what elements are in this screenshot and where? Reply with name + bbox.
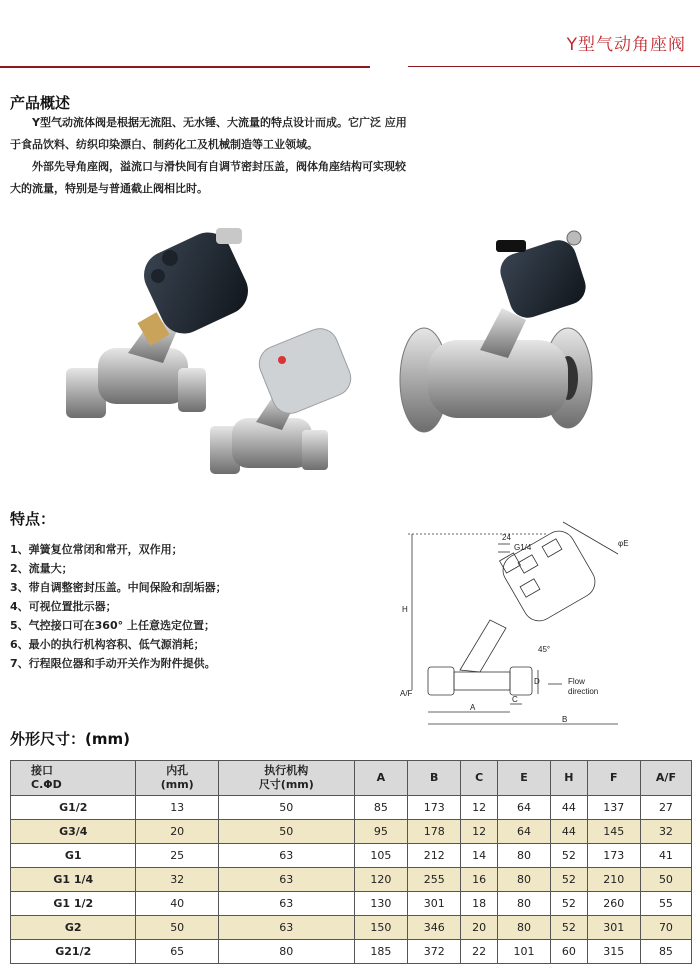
dimensions-table xyxy=(10,760,692,964)
label-e: φE xyxy=(618,539,629,548)
table-cell: G3/4 xyxy=(11,820,136,844)
label-d: D xyxy=(534,677,540,686)
table-cell: 63 xyxy=(218,916,354,940)
overview-paragraph: Y型气动流体阀是根据无流阻、无水锤、大流量的特点设计而成。它广泛 应用于食品饮料、纺织印染漂白、制药化工及机械制造等工业领域。 xyxy=(10,116,407,151)
feature-item: 5、气控接口可在360° 上任意选定位置； xyxy=(10,619,215,632)
table-cell: 13 xyxy=(136,796,218,820)
label-angle: 45° xyxy=(538,645,551,654)
table-cell: 52 xyxy=(551,916,587,940)
table-cell: G1 xyxy=(11,844,136,868)
feature-item: 1、弹簧复位常闭和常开，双作用； xyxy=(10,543,183,556)
feature-item: 6、最小的执行机构容积、低气源消耗； xyxy=(10,638,205,651)
header-rule xyxy=(0,66,370,68)
header-f: F xyxy=(587,761,640,796)
table-cell: 52 xyxy=(551,892,587,916)
table-cell: 20 xyxy=(136,820,218,844)
table-cell: G1/2 xyxy=(11,796,136,820)
table-cell: 63 xyxy=(218,868,354,892)
table-cell: 80 xyxy=(497,892,550,916)
table-cell: G2 xyxy=(11,916,136,940)
label-af: A/F xyxy=(400,689,413,698)
table-cell: 185 xyxy=(354,940,407,964)
table-cell: 301 xyxy=(587,916,640,940)
table-cell: 80 xyxy=(497,844,550,868)
table-cell: 25 xyxy=(136,844,218,868)
table-cell: 315 xyxy=(587,940,640,964)
header-c: C xyxy=(461,761,497,796)
features-list xyxy=(10,540,227,673)
header-port: 接口 C.ΦD xyxy=(11,761,136,796)
table-cell: 32 xyxy=(136,868,218,892)
table-row xyxy=(11,940,692,964)
table-cell: G1 1/4 xyxy=(11,868,136,892)
label-24: 24 xyxy=(502,533,511,542)
table-cell: 52 xyxy=(551,868,587,892)
table-cell: 212 xyxy=(408,844,461,868)
dimensions-heading: 外形尺寸：(mm) xyxy=(10,730,130,748)
label-g14: G1/4 xyxy=(514,543,532,552)
header-a: A xyxy=(354,761,407,796)
overview-paragraph: 外部先导角座阀，溢流口与滑快间有自调节密封压盖，阀体角座结构可实现较大的流量，特别是与普通截止阀相比时。 xyxy=(10,160,406,195)
table-cell: 50 xyxy=(136,916,218,940)
table-cell: 80 xyxy=(497,916,550,940)
table-cell: 44 xyxy=(551,796,587,820)
table-cell: 80 xyxy=(497,868,550,892)
table-cell: 346 xyxy=(408,916,461,940)
table-cell: 63 xyxy=(218,844,354,868)
table-cell: 44 xyxy=(551,820,587,844)
table-cell: 301 xyxy=(408,892,461,916)
page-title: Y型气动角座阀 xyxy=(566,35,686,55)
table-row xyxy=(11,844,692,868)
table-cell: G21/2 xyxy=(11,940,136,964)
table-cell: 70 xyxy=(640,916,691,940)
table-cell: 150 xyxy=(354,916,407,940)
table-cell: 173 xyxy=(408,796,461,820)
table-cell: 50 xyxy=(218,796,354,820)
table-cell: 120 xyxy=(354,868,407,892)
table-cell: 80 xyxy=(218,940,354,964)
label-b: B xyxy=(562,715,568,724)
table-cell: 101 xyxy=(497,940,550,964)
table-cell: 32 xyxy=(640,820,691,844)
table-body xyxy=(11,796,692,964)
table-cell: 18 xyxy=(461,892,497,916)
table-cell: 55 xyxy=(640,892,691,916)
header-e: E xyxy=(497,761,550,796)
label-h: H xyxy=(402,605,408,614)
table-cell: 64 xyxy=(497,820,550,844)
table-cell: 255 xyxy=(408,868,461,892)
table-cell: 60 xyxy=(551,940,587,964)
header-actuator: 执行机构 尺寸(mm) xyxy=(218,761,354,796)
table-cell: 105 xyxy=(354,844,407,868)
table-cell: 85 xyxy=(640,940,691,964)
table-cell: 41 xyxy=(640,844,691,868)
table-cell: 85 xyxy=(354,796,407,820)
feature-item: 3、带自调整密封压盖。中间保险和刮垢器； xyxy=(10,581,227,594)
table-row xyxy=(11,916,692,940)
header-af: A/F xyxy=(640,761,691,796)
table-cell: 40 xyxy=(136,892,218,916)
table-cell: 178 xyxy=(408,820,461,844)
table-cell: 210 xyxy=(587,868,640,892)
table-cell: 16 xyxy=(461,868,497,892)
feature-item: 7、行程限位器和手动开关作为附件提供。 xyxy=(10,657,216,670)
feature-item: 2、流量大； xyxy=(10,562,73,575)
table-cell: 52 xyxy=(551,844,587,868)
label-flow-direction: direction xyxy=(568,687,599,696)
table-cell: 14 xyxy=(461,844,497,868)
overview-heading: 产品概述 xyxy=(10,94,71,112)
dimension-diagram xyxy=(398,512,638,726)
table-row xyxy=(11,820,692,844)
table-cell: 65 xyxy=(136,940,218,964)
header-b: B xyxy=(408,761,461,796)
product-photo-flanged-valve xyxy=(396,228,601,438)
overview-text xyxy=(10,112,410,200)
feature-item: 4、可视位置批示器； xyxy=(10,600,117,613)
table-cell: 372 xyxy=(408,940,461,964)
table-cell: 50 xyxy=(218,820,354,844)
table-cell: 50 xyxy=(640,868,691,892)
table-row xyxy=(11,892,692,916)
header-rule xyxy=(408,66,700,67)
header-h: H xyxy=(551,761,587,796)
table-cell: G1 1/2 xyxy=(11,892,136,916)
table-cell: 20 xyxy=(461,916,497,940)
table-cell: 22 xyxy=(461,940,497,964)
table-cell: 260 xyxy=(587,892,640,916)
label-a: A xyxy=(470,703,476,712)
table-row xyxy=(11,796,692,820)
table-cell: 173 xyxy=(587,844,640,868)
table-header-row xyxy=(11,761,692,796)
table-cell: 130 xyxy=(354,892,407,916)
table-cell: 27 xyxy=(640,796,691,820)
table-cell: 95 xyxy=(354,820,407,844)
table-cell: 63 xyxy=(218,892,354,916)
table-cell: 145 xyxy=(587,820,640,844)
table-cell: 137 xyxy=(587,796,640,820)
label-c: C xyxy=(512,695,518,704)
table-cell: 64 xyxy=(497,796,550,820)
label-flow: Flow xyxy=(568,677,585,686)
features-heading: 特点： xyxy=(10,510,56,528)
table-cell: 12 xyxy=(461,820,497,844)
table-row xyxy=(11,868,692,892)
table-cell: 12 xyxy=(461,796,497,820)
product-photo-silver-actuator xyxy=(202,322,372,482)
header-bore: 内孔 (mm) xyxy=(136,761,218,796)
